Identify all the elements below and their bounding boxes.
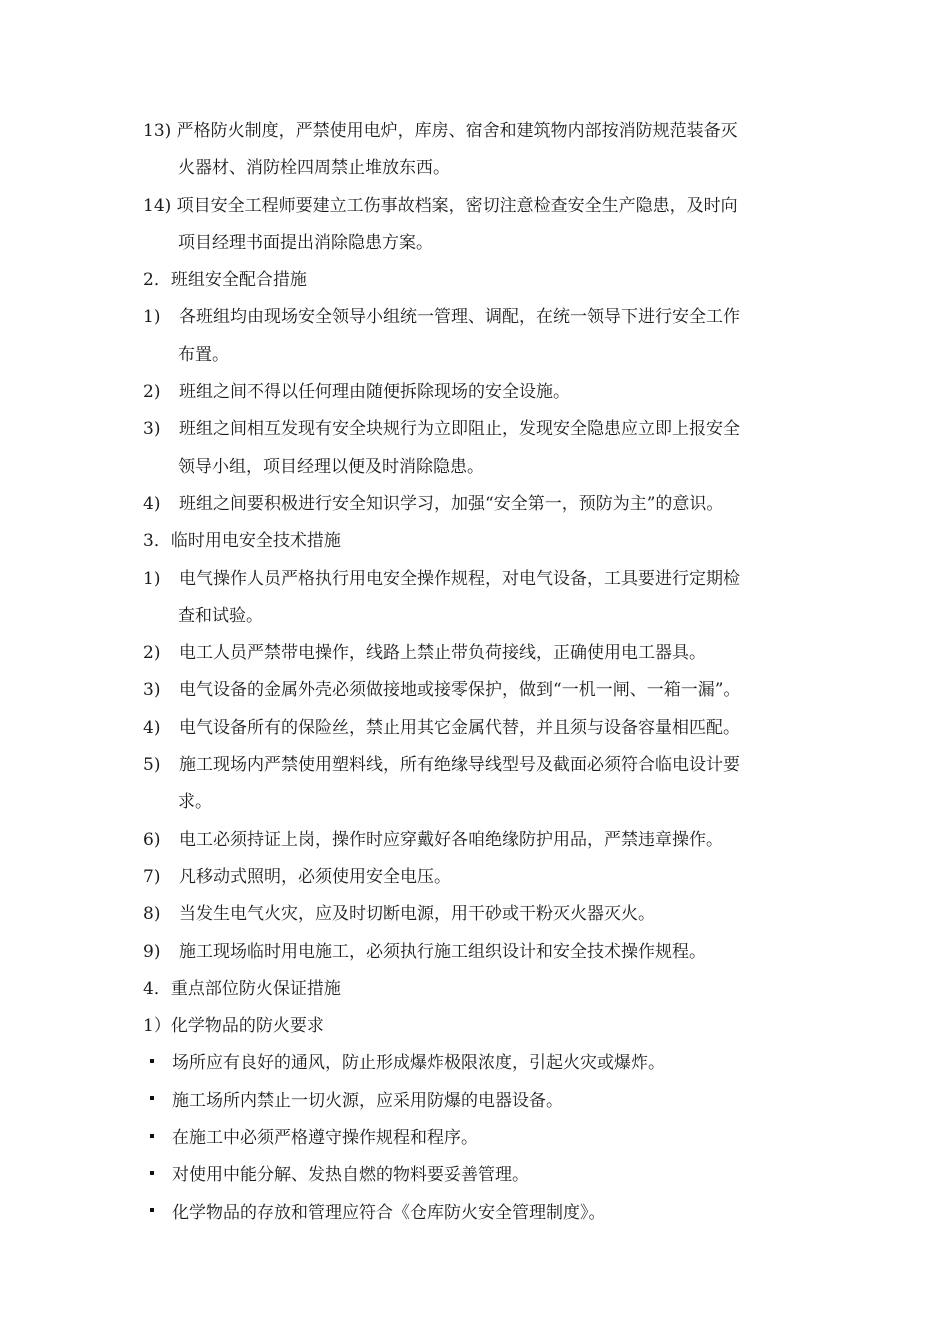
item-text: 电气设备所有的保险丝，禁止用其它金属代替，并且须与设备容量相匹配。 — [179, 717, 740, 738]
text-line-continuation — [143, 337, 813, 374]
text-line-continuation — [143, 784, 813, 821]
item-number: 7) — [143, 866, 161, 887]
list-item — [143, 561, 813, 598]
square-bullet-icon — [150, 1208, 154, 1212]
item-text: 施工现场内严禁使用塑料线，所有绝缘导线型号及截面必须符合临电设计要 — [179, 755, 740, 776]
item-number: 5) — [143, 755, 161, 776]
line-text: 查和试验。 — [178, 605, 263, 626]
item-text: 班组之间相互发现有安全块规行为立即阻止，发现安全隐患应立即上报安全 — [179, 419, 740, 440]
bullet-text: 对使用中能分解、发热自燃的物料要妥善管理。 — [172, 1165, 529, 1186]
item-text: 电工必须持证上岗，操作时应穿戴好各咱绝缘防护用品，严禁违章操作。 — [179, 829, 723, 850]
item-text: 凡移动式照明，必须使用安全电压。 — [179, 866, 451, 887]
item-text: 电气设备的金属外壳必须做接地或接零保护，做到“一机一闸、一箱一漏”。 — [179, 680, 741, 701]
bullet-item — [143, 1083, 813, 1120]
text-line-continuation — [143, 150, 813, 187]
bullet-text: 化学物品的存放和管理应符合《仓库防火安全管理制度》。 — [172, 1202, 606, 1223]
line-text: 13) 严格防火制度，严禁使用电炉，库房、宿舍和建筑物内部按消防规范装备灭 — [143, 121, 738, 141]
item-text: 当发生电气火灾，应及时切断电源，用干砂或干粉灭火器灭火。 — [179, 904, 655, 925]
text-line-continuation — [143, 225, 813, 262]
item-number: 4) — [143, 493, 161, 514]
square-bullet-icon — [150, 1096, 154, 1100]
text-line — [143, 188, 813, 225]
line-text: 布置。 — [178, 344, 229, 365]
list-item — [143, 299, 813, 336]
item-text: 施工现场临时用电施工，必须执行施工组织设计和安全技术操作规程。 — [179, 941, 706, 962]
bullet-item — [143, 1195, 813, 1232]
line-text: 求。 — [178, 792, 212, 813]
subsection-heading — [143, 1008, 813, 1045]
item-number: 2) — [143, 643, 161, 664]
list-item — [143, 710, 813, 747]
line-text: 火器材、消防栓四周禁止堆放东西。 — [178, 158, 450, 179]
heading-text: 4．重点部位防火保证措施 — [143, 978, 341, 999]
item-number: 2) — [143, 382, 161, 403]
square-bullet-icon — [150, 1134, 154, 1138]
list-item — [143, 934, 813, 971]
item-text: 各班组均由现场安全领导小组统一管理、调配，在统一领导下进行安全工作 — [179, 307, 740, 328]
text-line-continuation — [143, 598, 813, 635]
list-item — [143, 374, 813, 411]
line-text: 14) 项目安全工程师要建立工伤事故档案，密切注意检查安全生产隐患，及时向 — [143, 195, 738, 216]
item-number: 1) — [143, 307, 161, 328]
section-heading — [143, 971, 813, 1008]
item-number: 1) — [143, 568, 161, 589]
list-item — [143, 859, 813, 896]
line-text: 领导小组，项目经理以便及时消除隐患。 — [178, 456, 484, 477]
heading-text: 3．临时用电安全技术措施 — [143, 531, 341, 552]
section-heading — [143, 262, 813, 299]
item-text: 电工人员严禁带电操作，线路上禁止带负荷接线，正确使用电工器具。 — [179, 643, 706, 664]
item-text: 班组之间不得以任何理由随便拆除现场的安全设施。 — [179, 382, 570, 403]
square-bullet-icon — [150, 1059, 154, 1063]
list-item — [143, 635, 813, 672]
item-text: 电气操作人员严格执行用电安全操作规程，对电气设备，工具要进行定期检 — [179, 568, 740, 589]
bullet-item — [143, 1045, 813, 1082]
document-body — [143, 113, 813, 1232]
item-number: 8) — [143, 904, 161, 925]
square-bullet-icon — [150, 1171, 154, 1175]
bullet-item — [143, 1120, 813, 1157]
list-item — [143, 486, 813, 523]
list-item — [143, 896, 813, 933]
bullet-text: 场所应有良好的通风，防止形成爆炸极限浓度，引起火灾或爆炸。 — [172, 1053, 665, 1074]
bullet-text: 在施工中必须严格遵守操作规程和程序。 — [172, 1128, 478, 1149]
bullet-text: 施工场所内禁止一切火源，应采用防爆的电器设备。 — [172, 1090, 563, 1111]
heading-text: 1）化学物品的防火要求 — [143, 1016, 324, 1037]
item-text: 班组之间要积极进行安全知识学习，加强“安全第一，预防为主”的意识。 — [179, 493, 724, 514]
list-item — [143, 672, 813, 709]
item-number: 9) — [143, 941, 161, 962]
item-number: 3) — [143, 419, 161, 440]
line-text: 项目经理书面提出消除隐患方案。 — [178, 232, 433, 253]
item-number: 3) — [143, 680, 161, 701]
list-item — [143, 747, 813, 784]
item-number: 6) — [143, 829, 161, 850]
text-line — [143, 113, 813, 150]
text-line-continuation — [143, 449, 813, 486]
list-item — [143, 822, 813, 859]
item-number: 4) — [143, 717, 161, 738]
bullet-item — [143, 1157, 813, 1194]
list-item — [143, 411, 813, 448]
section-heading — [143, 523, 813, 560]
heading-text: 2．班组安全配合措施 — [143, 270, 307, 291]
